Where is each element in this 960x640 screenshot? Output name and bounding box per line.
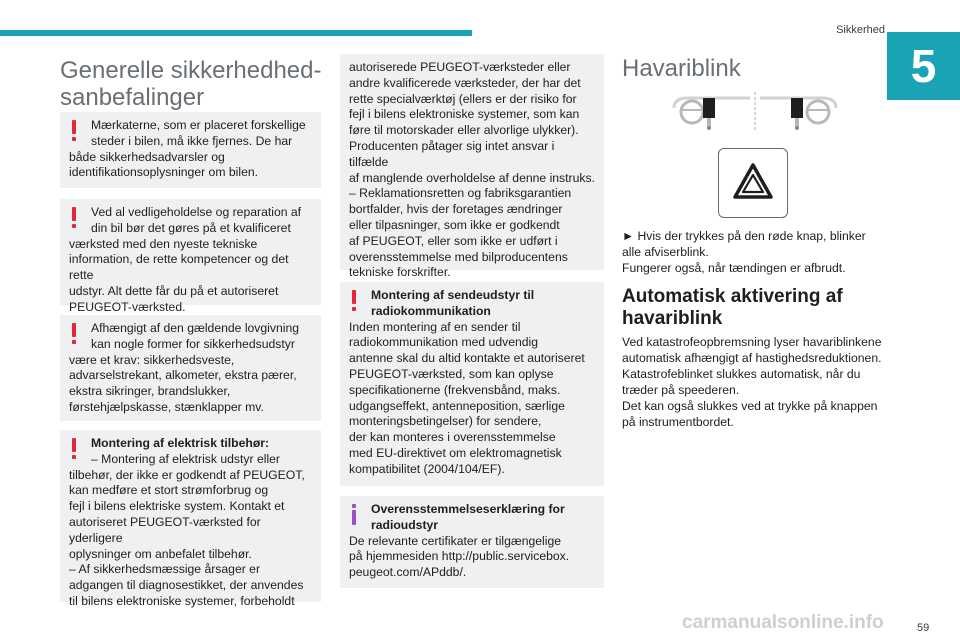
box-line: information, de rette kompetencer og det rette	[69, 252, 289, 283]
box-text: Ved al vedligeholdelse og reparation af din bil bør det gøres på et kvalificeret	[91, 205, 302, 235]
rhd-dashboard-icon	[760, 98, 836, 130]
box-line: advarselstrekant, alkometer, ekstra pærer,	[69, 368, 297, 383]
box-line: PEUGEOT-værksted, som kan oplyse	[349, 366, 554, 381]
box-line: bortfalder, hvis der foretages ændringer	[349, 202, 563, 217]
paragraph-line: Det kan også slukkes ved at trykke på knappen	[622, 399, 878, 413]
warning-box-electrical	[60, 430, 321, 608]
box-line: rette specialværktøj (ellers er der risiko for	[349, 91, 577, 106]
box-title: Montering af elektrisk tilbehør:	[91, 436, 270, 450]
box-line: kan medføre et stort strømforbrug og	[69, 483, 269, 498]
box-line: værksted med den nyeste tekniske	[69, 236, 258, 251]
box-line: tilbehør, der ikke er godkendt af PEUGEOT,	[69, 467, 305, 482]
chapter-badge: 5	[887, 32, 960, 100]
paragraph-line: på instrumentbordet.	[622, 415, 734, 429]
box-line: tekniske forskrifter.	[349, 265, 451, 280]
instruction-line: alle afviserblink.	[622, 245, 709, 259]
box-title: Overensstemmelseserklæring for radioudstyr	[371, 502, 565, 532]
box-line: autoriseret PEUGEOT-værksted for yderligere	[69, 514, 261, 545]
hazard-instructions	[622, 228, 887, 276]
instruction-line: Fungerer også, når tændingen er afbrudt.	[622, 261, 846, 275]
warning-box-radio	[340, 282, 604, 486]
box-line: andre kvalificerede værksteder, der har det	[349, 75, 581, 90]
auto-activation-heading: Automatisk aktivering af havariblink	[622, 286, 843, 329]
box-line: autoriserede PEUGEOT-værksteder eller	[349, 60, 571, 74]
box-line: monteringsbetingelser) for sendere,	[349, 414, 542, 429]
warning-box-legislation	[60, 315, 321, 421]
box-line: på hjemmesiden http://public.servicebox.	[349, 549, 570, 564]
box-text: Afhængigt af den gældende lovgivning kan nogle former for sikkerhedsudstyr	[91, 321, 300, 351]
box-line: – Reklamationsretten og fabriksgarantien	[349, 186, 572, 201]
box-line: eller tilpasninger, som ikke er godkendt	[349, 217, 560, 232]
watermark: carmanualsonline.info	[682, 612, 884, 633]
box-line: antenne skal du altid kontakte et autoriseret	[349, 351, 585, 366]
page-title: Generelle sikkerhedhed-sanbefalinger	[60, 57, 322, 111]
warning-box-labels	[60, 112, 321, 188]
instruction-line: ► Hvis der trykkes på den røde knap, blinker	[622, 229, 866, 243]
box-line: føre til motorskader eller alvorlige ulykker).	[349, 123, 579, 138]
warning-icon	[71, 323, 77, 345]
hazard-heading: Havariblink	[622, 55, 741, 82]
info-icon	[351, 504, 357, 526]
box-line: Producenten påtager sig intet ansvar i tilfælde	[349, 138, 555, 169]
box-line: udstyr. Alt dette får du på et autoriseret	[69, 283, 279, 298]
auto-activation-text	[622, 334, 887, 430]
header-accent-bar	[0, 30, 472, 36]
warning-icon	[71, 438, 77, 460]
warning-box-maintenance	[60, 199, 321, 314]
paragraph-line: Katastrofeblinket slukkes automatisk, når du	[622, 367, 861, 381]
box-line: adgangen til diagnosestikket, der anvendes	[69, 578, 304, 593]
warning-icon	[71, 207, 77, 229]
box-line: til bilens elektroniske systemer, forbeholdt	[69, 593, 295, 608]
paragraph-line: Ved katastrofeopbremsning lyser havariblinkene	[622, 335, 882, 349]
box-line: Inden montering af en sender til	[349, 319, 521, 334]
paragraph-line: træder på speederen.	[622, 383, 740, 397]
box-line: fejl i bilens elektriske system. Kontakt et	[69, 499, 285, 514]
lhd-dashboard-icon	[674, 98, 750, 130]
hazard-button-illustration	[718, 148, 788, 218]
warning-icon	[351, 290, 357, 312]
box-line: fejl i bilens elektroniske systemer, som kan	[349, 107, 580, 122]
box-line: med EU-direktivet om elektromagnetisk	[349, 445, 562, 460]
box-line: førstehjælpskasse, stænklapper mv.	[69, 399, 264, 414]
box-line: overensstemmelse med bilproducentens	[349, 249, 568, 264]
box-line: være et krav: sikkerhedsveste,	[69, 352, 235, 367]
box-line: både sikkerhedsadvarsler og	[69, 149, 225, 164]
box-line: specifikationerne (frekvensbånd, maks.	[349, 382, 561, 397]
box-line: af PEUGEOT, eller som ikke er udført i	[349, 233, 558, 248]
box-line: af manglende overholdelse af denne instruks.	[349, 170, 595, 185]
continued-box	[340, 54, 604, 280]
paragraph-line: automatisk afhængigt af hastighedsreduktionen.	[622, 351, 882, 365]
info-box-declaration	[340, 496, 604, 588]
box-line: De relevante certifikater er tilgængelige	[349, 533, 562, 548]
box-line: – Af sikkerhedsmæssige årsager er	[69, 562, 261, 577]
box-line: peugeot.com/APddb/.	[349, 565, 467, 580]
box-line: oplysninger om anbefalet tilbehør.	[69, 546, 252, 561]
box-line: identifikationsoplysninger om bilen.	[69, 165, 259, 180]
page-number: 59	[917, 622, 930, 634]
hazard-triangle-icon	[719, 149, 787, 217]
box-line: radiokommunikation med udvendig	[349, 335, 539, 350]
box-line: PEUGEOT-værksted.	[69, 299, 186, 314]
box-text: Mærkaterne, som er placeret forskellige steder i bilen, må ikke fjernes. De har	[91, 118, 306, 148]
box-line: kompatibilitet (2004/104/EF).	[349, 461, 505, 476]
box-title: Montering af sendeudstyr til radiokommunikation	[371, 288, 535, 318]
section-title: Sikkerhed	[836, 24, 885, 36]
box-text: – Montering af elektrisk udstyr eller	[91, 451, 280, 466]
box-line: udgangseffekt, antenneposition, særlige	[349, 398, 565, 413]
box-line: der kan monteres i overensstemmelse	[349, 430, 556, 445]
dashboard-illustration	[672, 90, 838, 132]
box-line: ekstra sikringer, brandslukker,	[69, 384, 231, 399]
warning-icon	[71, 120, 77, 142]
